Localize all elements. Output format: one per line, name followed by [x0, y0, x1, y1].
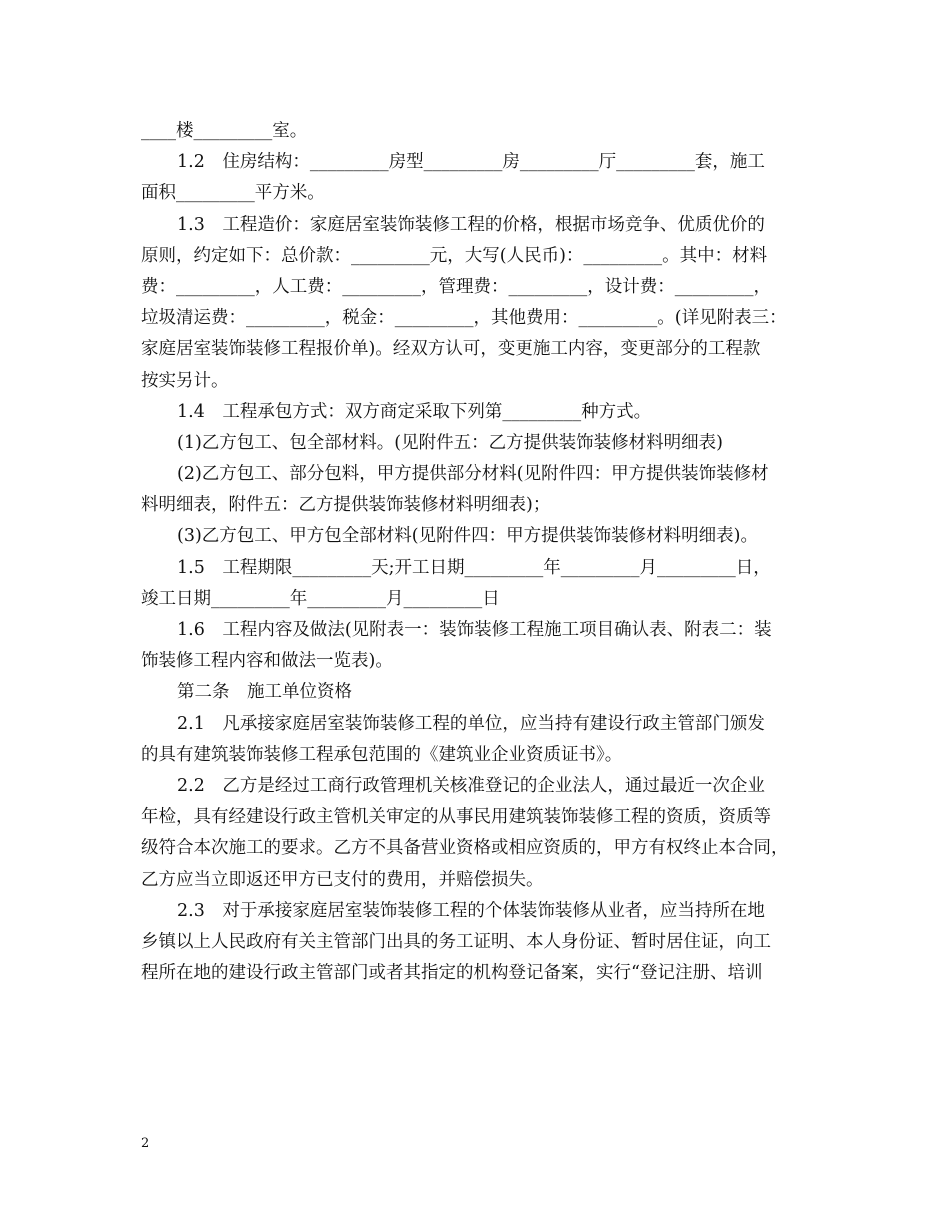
text-line: 1.2 住房结构：_________房型_________房_________厅_________套，施工: [177, 152, 765, 173]
text-line: 1.5 工程期限_________天;开工日期_________年_________月_________日，: [177, 557, 771, 578]
text-line: 年检，具有经建设行政主管机关审定的从事民用建筑装饰装修工程的资质，资质等: [141, 807, 771, 828]
text-line: (2)乙方包工、部分包料，甲方提供部分材料(见附件四：甲方提供装饰装修材: [177, 464, 769, 485]
text-line: 2.2 乙方是经过工商行政管理机关核准登记的企业法人，通过最近一次企业: [177, 775, 765, 796]
text-line: 1.4 工程承包方式：双方商定采取下列第_________种方式。: [177, 401, 652, 422]
document-body: [141, 116, 813, 989]
text-line: 程所在地的建设行政主管部门或者其指定的机构登记备案，实行“登记注册、培训: [141, 963, 763, 984]
text-line: 级符合本次施工的要求。乙方不具备营业资格或相应资质的，甲方有权终止本合同，: [141, 838, 789, 859]
text-line: 面积_________平方米。: [141, 183, 325, 204]
text-line: 2.3 对于承接家庭居室装饰装修工程的个体装饰装修从业者，应当持所在地: [177, 900, 765, 921]
text-line: 家庭居室装饰装修工程报价单)。经双方认可，变更施工内容，变更部分的工程款: [141, 339, 761, 360]
text-line: 乡镇以上人民政府有关主管部门出具的务工证明、本人身份证、暂时居住证，向工: [141, 931, 771, 952]
text-line: 饰装修工程内容和做法一览表)。: [141, 651, 393, 672]
text-line: 乙方应当立即返还甲方已支付的费用，并赔偿损失。: [141, 869, 544, 890]
text-line: ____楼_________室。: [141, 121, 308, 141]
text-line: 1.6 工程内容及做法(见附表一：装饰装修工程施工项目确认表、附表二：装: [177, 620, 772, 640]
text-line: 第二条 施工单位资格: [177, 682, 352, 703]
text-line: 垃圾清运费：_________，税金：_________，其他费用：_________。(详见附表三：: [141, 308, 787, 329]
text-line: 原则，约定如下：总价款：_________元，大写(人民币)：_________。其中：材料: [141, 245, 768, 266]
text-line: 料明细表，附件五：乙方提供装饰装修材料明细表)；: [141, 495, 551, 516]
text-line: 1.3 工程造价：家庭居室装饰装修工程的价格，根据市场竞争、优质优价的: [177, 214, 765, 235]
text-line: 按实另计。: [141, 370, 229, 391]
text-line: (1)乙方包工、包全部材料。(见附件五：乙方提供装饰装修材料明细表): [177, 432, 723, 453]
text-line: 费：_________，人工费：_________，管理费：_________，设计费：_________，: [141, 276, 771, 297]
text-line: 2.1 凡承接家庭居室装饰装修工程的单位，应当持有建设行政主管部门颁发: [177, 713, 765, 734]
page-number: 2: [141, 1136, 150, 1151]
text-line: 的具有建筑装饰装修工程承包范围的《建筑业企业资质证书》。: [141, 744, 623, 765]
text-line: 竣工日期_________年_________月_________日: [141, 588, 500, 609]
text-line: (3)乙方包工、甲方包全部材料(见附件四：甲方提供装饰装修材料明细表)。: [177, 526, 758, 547]
